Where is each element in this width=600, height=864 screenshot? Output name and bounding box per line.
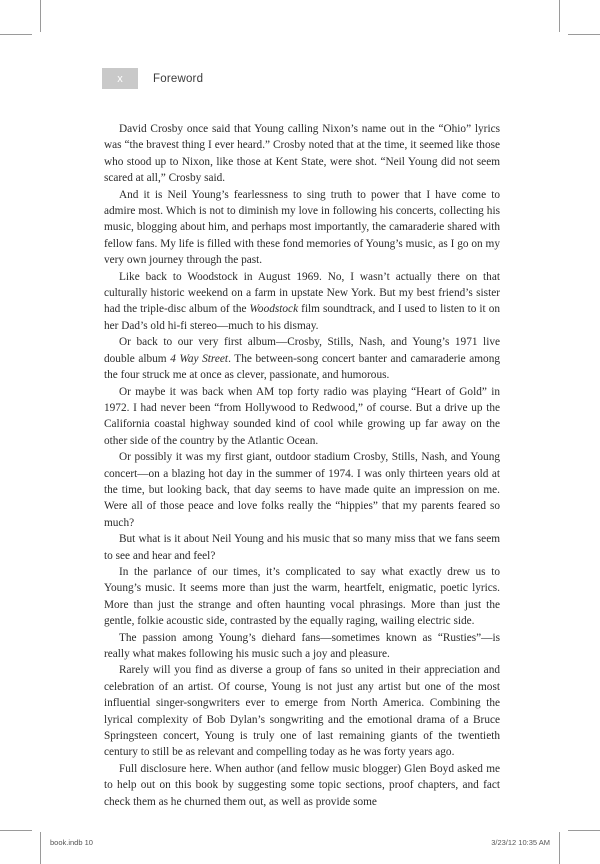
crop-mark-bottom-right-horizontal [568,830,600,831]
paragraph: And it is Neil Young’s fearlessness to sing truth to power that I have come to admire most. Which is not to diminish my love in following his concerts, collecting his music, blogging about him, and perhaps most importantly, the camaraderie shared with fellow fans. My life is filled with these fond memories of Young’s music, as I go on my very own journey through the past. [104,188,500,267]
running-head: Foreword [153,72,204,85]
body-text [104,121,500,810]
date-slug: 3/23/12 10:35 AM [491,838,550,847]
page-header [102,68,203,89]
paragraph: In the parlance of our times, it’s complicated to say what exactly drew us to Young’s music. It seems more than just the warm, heartfelt, enigmatic, poetic lyrics. More than just the strange and often haunting vocal phrasings. More than just the gentle, folkie acoustic side, contrasted by the equally raging, wailing electric side. [104,565,500,628]
page-number-box [102,68,138,89]
paragraph [104,269,500,335]
crop-mark-top-left-horizontal [0,34,32,35]
paragraph: Full disclosure here. When author (and fellow music blogger) Glen Boyd asked me to help out on this book by suggesting some topic sections, proof chapters, and fact check them as he churned them out, as well as provide some [104,762,500,808]
paragraph-text: Or back to our very first album—Crosby, Stills, Nash, and Young’s 1971 live double album [104,336,500,365]
album-title: 4 Way Street [170,352,229,365]
crop-mark-bottom-right-vertical [559,832,560,864]
paragraph-text: Like back to Woodstock in August 1969. No, I wasn’t actually there on that culturally historic weekend on a farm in upstate New York. But my best friend’s sister had the triple-disc album of the [104,270,500,316]
crop-mark-bottom-left-vertical [40,832,41,864]
file-slug: book.indb 10 [50,838,93,847]
crop-mark-bottom-left-horizontal [0,830,32,831]
paragraph: The passion among Young’s diehard fans—sometimes known as “Rusties”—is really what makes following his music such a joy and pleasure. [104,631,500,660]
paragraph: But what is it about Neil Young and his music that so many miss that we fans seem to see and hear and feel? [104,533,500,562]
paragraph [104,334,500,383]
paragraph-text: . The between-song concert banter and camaraderie among the four struck me at once as clever, passionate, and humorous. [104,352,500,382]
paragraph: David Crosby once said that Young calling Nixon’s name out in the “Ohio” lyrics was “the bravest thing I ever heard.” Crosby noted that at the time, it seemed like those who stood up to Nixon, like those at Kent State, were shot. “Neil Young did not seem scared at all,” Crosby said. [104,123,500,185]
paragraph: Rarely will you find as diverse a group of fans so united in their appreciation and celebration of an artist. Of course, Young is not just any artist but one of the most influential singer-songwriters ever to emerge from North America. Combining the lyrical complexity of Bob Dylan’s songwriting and the emotional drama of a Bruce Springsteen concert, Young is truly one of last remaining giants of the twentieth century to still be as relevant and compelling today as he was forty years ago. [104,664,500,759]
film-title: Woodstock [249,303,299,316]
page-number: x [117,72,123,85]
crop-mark-top-left-vertical [40,0,41,32]
crop-mark-top-right-horizontal [568,34,600,35]
paragraph: Or maybe it was back when AM top forty radio was playing “Heart of Gold” in 1972. I had never been “from Hollywood to Redwood,” of course. But a drive up the California coastal highway sounded kind of cool while growing up far away on the other side of the country by the Atlantic Ocean. [104,385,500,447]
crop-mark-top-right-vertical [559,0,560,32]
paragraph: Or possibly it was my first giant, outdoor stadium Crosby, Stills, Nash, and Young concert—on a blazing hot day in the summer of 1974. I was only thirteen years old at the time, but looking back, that day seems to have made quite an impression on me. Were all of those peace and love folks really the “hippies” that my parents feared so much? [104,451,500,529]
paragraph-text: film soundtrack, and I used to listen to it on her Dad’s old hi-fi stereo—much to his dismay. [104,303,500,332]
